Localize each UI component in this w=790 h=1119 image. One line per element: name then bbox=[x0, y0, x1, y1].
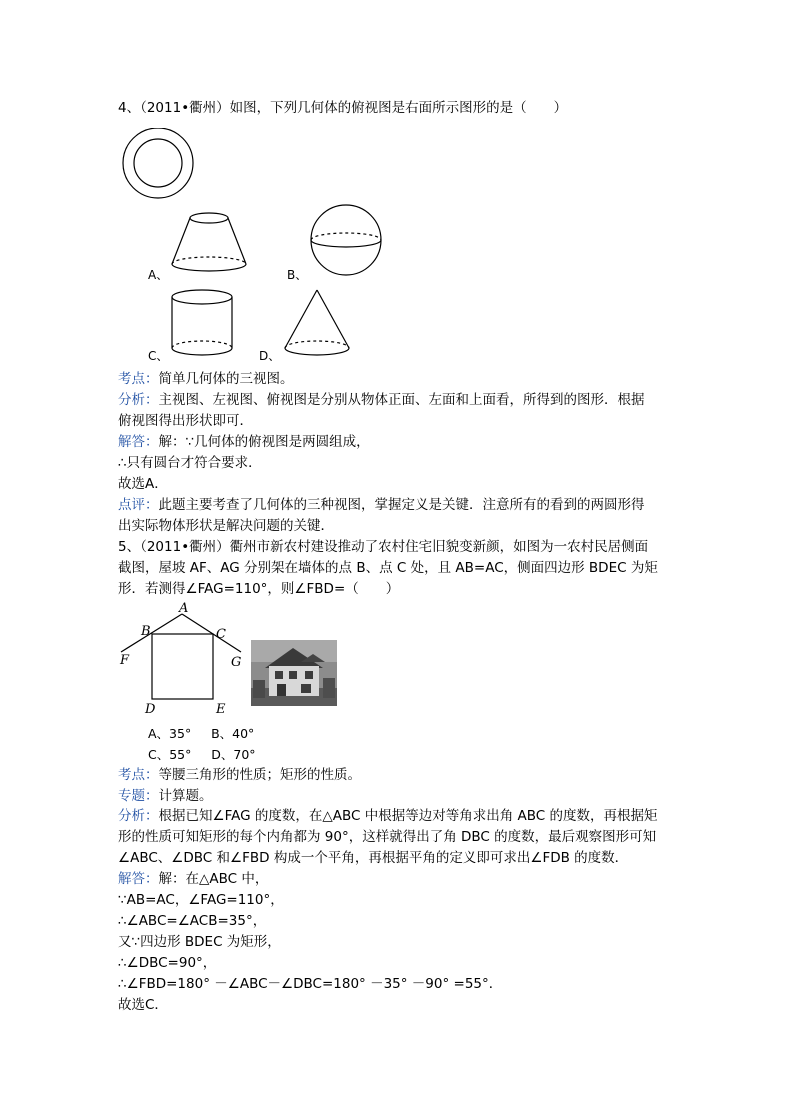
q5-jieda-line-2: ∵AB=AC，∠FAG=110°， bbox=[118, 892, 284, 908]
kaodian-label: 考点： bbox=[118, 767, 159, 783]
jieda-label: 解答： bbox=[118, 434, 159, 450]
q4-option-d-cone-figure bbox=[282, 287, 354, 363]
q5-jieda-line-4: 又∵四边形 BDEC 为矩形， bbox=[118, 934, 281, 950]
point-e-label: E bbox=[216, 702, 226, 717]
fenxi-text: 根据已知∠FAG 的度数，在△ABC 中根据等边对等角求出角 ABC 的度数，再根据矩 bbox=[158, 808, 658, 824]
q5-fenxi-line-1 bbox=[118, 806, 658, 826]
q4-option-a-label: A、 bbox=[148, 268, 169, 282]
q4-dianping-line-2: 出实际物体形状是解决问题的关键． bbox=[118, 518, 334, 534]
fenxi-label: 分析： bbox=[118, 392, 159, 408]
q5-title-line-3: 形．若测得∠FAG=110°，则∠FBD=（ ） bbox=[118, 581, 400, 597]
dianping-label: 点评： bbox=[118, 497, 159, 513]
q4-option-b-sphere-figure bbox=[308, 203, 388, 281]
q5-jieda-line-6: ∴∠FBD=180° －∠ABC－∠DBC=180° －35° －90° =55°． bbox=[118, 976, 503, 992]
kaodian-text: 等腰三角形的性质；矩形的性质。 bbox=[158, 767, 361, 783]
q5-options-row-1: A、35° B、40° bbox=[148, 726, 255, 741]
kaodian-text: 简单几何体的三视图。 bbox=[158, 371, 294, 387]
q4-kaodian-line bbox=[118, 369, 294, 389]
jieda-label: 解答： bbox=[118, 871, 159, 887]
q4-jieda-line-3: 故选A． bbox=[118, 476, 168, 492]
q4-option-a-frustum-figure bbox=[168, 210, 253, 278]
q5-title-line-1: 5、（2011•衢州）衢州市新农村建设推动了农村住宅旧貌变新颜，如图为一农村民居侧面 bbox=[118, 539, 649, 555]
q5-zhuanti-line bbox=[118, 786, 213, 806]
q5-fenxi-line-3: ∠ABC、∠DBC 和∠FBD 构成一个平角，再根据平角的定义即可求出∠FDB 的度数． bbox=[118, 850, 629, 866]
q5-title-line-2: 截图，屋坡 AF、AG 分别架在墙体的点 B、点 C 处，且 AB=AC，侧面四边形 BDEC 为矩 bbox=[118, 560, 658, 576]
dianping-text: 此题主要考查了几何体的三种视图，掌握定义是关键．注意所有的看到的两圆形得 bbox=[158, 497, 645, 513]
q4-title: 4、（2011•衢州）如图，下列几何体的俯视图是右面所示图形的是（ ） bbox=[118, 100, 568, 116]
q5-jieda-line-5: ∴∠DBC=90°， bbox=[118, 955, 217, 971]
q5-fenxi-line-2: 形的性质可知矩形的每个内角都为 90°，这样就得出了角 DBC 的度数，最后观察图形可知 bbox=[118, 829, 657, 845]
zhuanti-label: 专题： bbox=[118, 788, 159, 804]
point-a-label: A bbox=[179, 601, 189, 616]
q4-jieda-line-2: ∴只有圆台才符合要求． bbox=[118, 455, 262, 471]
q5-jieda-line-7: 故选C． bbox=[118, 997, 168, 1013]
q4-option-b-label: B、 bbox=[287, 268, 308, 282]
point-c-label: C bbox=[216, 627, 226, 642]
house-photo bbox=[251, 640, 337, 706]
q5-jieda-line-1 bbox=[118, 869, 268, 889]
q5-kaodian-line bbox=[118, 765, 361, 785]
fenxi-label: 分析： bbox=[118, 808, 159, 824]
q4-option-d-label: D、 bbox=[259, 349, 281, 363]
q4-fenxi-line-2: 俯视图得出形状即可． bbox=[118, 413, 253, 429]
q5-options-row-2: C、55° D、70° bbox=[148, 747, 256, 762]
jieda-text: 解：在△ABC 中， bbox=[158, 871, 269, 887]
q5-house-geometry-figure bbox=[115, 600, 250, 718]
kaodian-label: 考点： bbox=[118, 371, 159, 387]
point-g-label: G bbox=[231, 655, 242, 670]
q4-option-c-label: C、 bbox=[148, 349, 169, 363]
point-f-label: F bbox=[120, 653, 130, 668]
jieda-text: 解：∵几何体的俯视图是两圆组成， bbox=[158, 434, 370, 450]
q5-jieda-line-3: ∴∠ABC=∠ACB=35°， bbox=[118, 913, 267, 929]
q4-option-c-cylinder-figure bbox=[168, 287, 240, 363]
q4-fenxi-line-1 bbox=[118, 390, 645, 410]
q4-jieda-line-1 bbox=[118, 432, 370, 452]
point-b-label: B bbox=[141, 624, 151, 639]
fenxi-text: 主视图、左视图、俯视图是分别从物体正面、左面和上面看，所得到的图形．根据 bbox=[158, 392, 645, 408]
q4-dianping-line-1 bbox=[118, 495, 645, 515]
point-d-label: D bbox=[145, 702, 156, 717]
zhuanti-text: 计算题。 bbox=[158, 788, 213, 804]
q4-top-view-figure bbox=[120, 128, 200, 200]
